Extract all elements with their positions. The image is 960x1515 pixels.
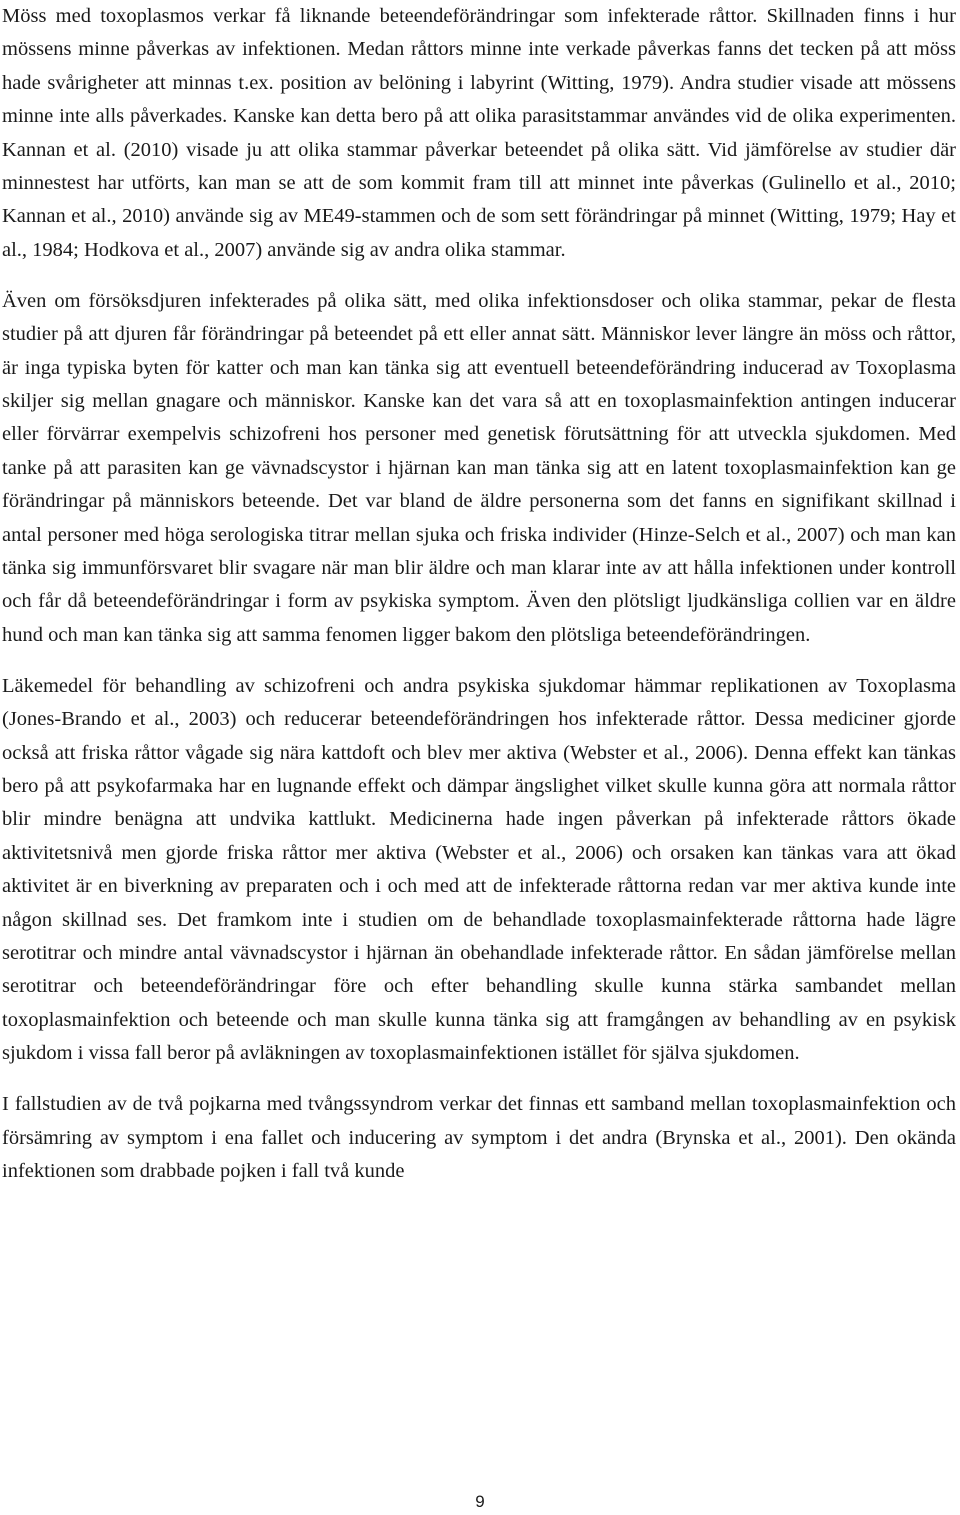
paragraph-2: Även om försöksdjuren infekterades på olika sätt, med olika infektionsdoser och olika stammar, pekar de flesta studier på att djuren får förändringar på beteendet på ett eller annat sätt. Människor lever längre än möss och råttor, är inga typiska byten för katter och man kan tänka sig att eventuell beteendeförändring inducerad av Toxoplasma skiljer sig mellan gnagare och människor. Kanske kan det vara så att en toxoplasmainfektion antingen inducerar eller förvärrar exempelvis schizofreni hos personer med genetisk förutsättning för att utveckla sjukdomen. Med tanke på att parasiten kan ge vävnadscystor i hjärnan kan man tänka sig att en latent toxoplasmainfektion kan ge förändringar på människors beteende. Det var bland de äldre personerna som det fanns en signifikant skillnad i antal personer med höga serologiska titrar mellan sjuka och friska individer (Hinze-Selch et al., 2007) och man kan tänka sig immunförsvaret blir svagare när man blir äldre och man klarar inte av att hålla infektionen under kontroll och får då beteendeförändringar i form av psykiska symptom. Även den plötsligt ljudkänsliga collien var en äldre hund och man kan tänka sig att samma fenomen ligger bakom den plötsliga beteendeförändringen. <box>2 289 956 646</box>
page-number: 9 <box>475 1492 485 1511</box>
paragraph-1: Möss med toxoplasmos verkar få liknande beteendeförändringar som infekterade råttor. Skillnaden finns i hur mössens minne påverkas av infektionen. Medan råttors minne inte verkade påverkas fanns det tecken på att möss hade svårigheter att minnas t.ex. position av belöning i labyrint (Witting, 1979). Andra studier visade att mössens minne inte alls påverkades. Kanske kan detta bero på att olika parasitstammar användes vid de olika experimenten. Kannan et al. (2010) visade ju att olika stammar påverkar beteendet på olika sätt. Vid jämförelse av studier där minnestest har utförts, kan man se att de som kommit fram till att minnet inte påverkas (Gulinello et al., 2010; Kannan et al., 2010) använde sig av ME49-stammen och de som sett förändringar på minnet (Witting, 1979; Hay et al., 1984; Hodkova et al., 2007) använde sig av andra olika stammar. <box>2 5 956 261</box>
paragraph-3: Läkemedel för behandling av schizofreni och andra psykiska sjukdomar hämmar replikationen av Toxoplasma (Jones-Brando et al., 2003) och reducerar beteendeförändringen hos infekterade råttor. Dessa mediciner gjorde också att friska råttor vågade sig nära kattdoft och blev mer aktiva (Webster et al., 2006). Denna effekt kan tänkas bero på att psykofarmaka har en lugnande effekt och dämpar ängslighet vilket skulle kunna göra att normala råttor blir mindre benägna att undvika kattlukt. Medicinerna hade ingen påverkan på infekterade råttors ökade aktivitetsnivå men gjorde friska råttor mer aktiva (Webster et al., 2006) och orsaken kan tänkas vara att ökad aktivitet är en biverkning av preparaten och i och med att de infekterade råttorna redan var mer aktiva kunde inte någon skillnad ses. Det framkom inte i studien om de behandlade toxoplasmainfekterade råttorna hade lägre serotitrar och mindre antal vävnadscystor i hjärnan än obehandlade infekterade råttor. En sådan jämförelse mellan serotitrar och beteendeförändringar före och efter behandling skulle kunna stärka sambandet mellan toxoplasmainfektion och beteende och man skulle kunna tänka sig att framgången av behandling av en psykisk sjukdom i vissa fall beror på avläkningen av toxoplasmainfektionen istället för själva sjukdomen. <box>2 674 956 1065</box>
paragraph-4: I fallstudien av de två pojkarna med tvångssyndrom verkar det finnas ett samband mellan toxoplasmainfektion och försämring av symptom i ena fallet och inducering av symptom i det andra (Brynska et al., 2001). Den okända infektionen som drabbade pojken i fall två kunde <box>2 1093 956 1182</box>
body-text <box>2 0 956 1188</box>
